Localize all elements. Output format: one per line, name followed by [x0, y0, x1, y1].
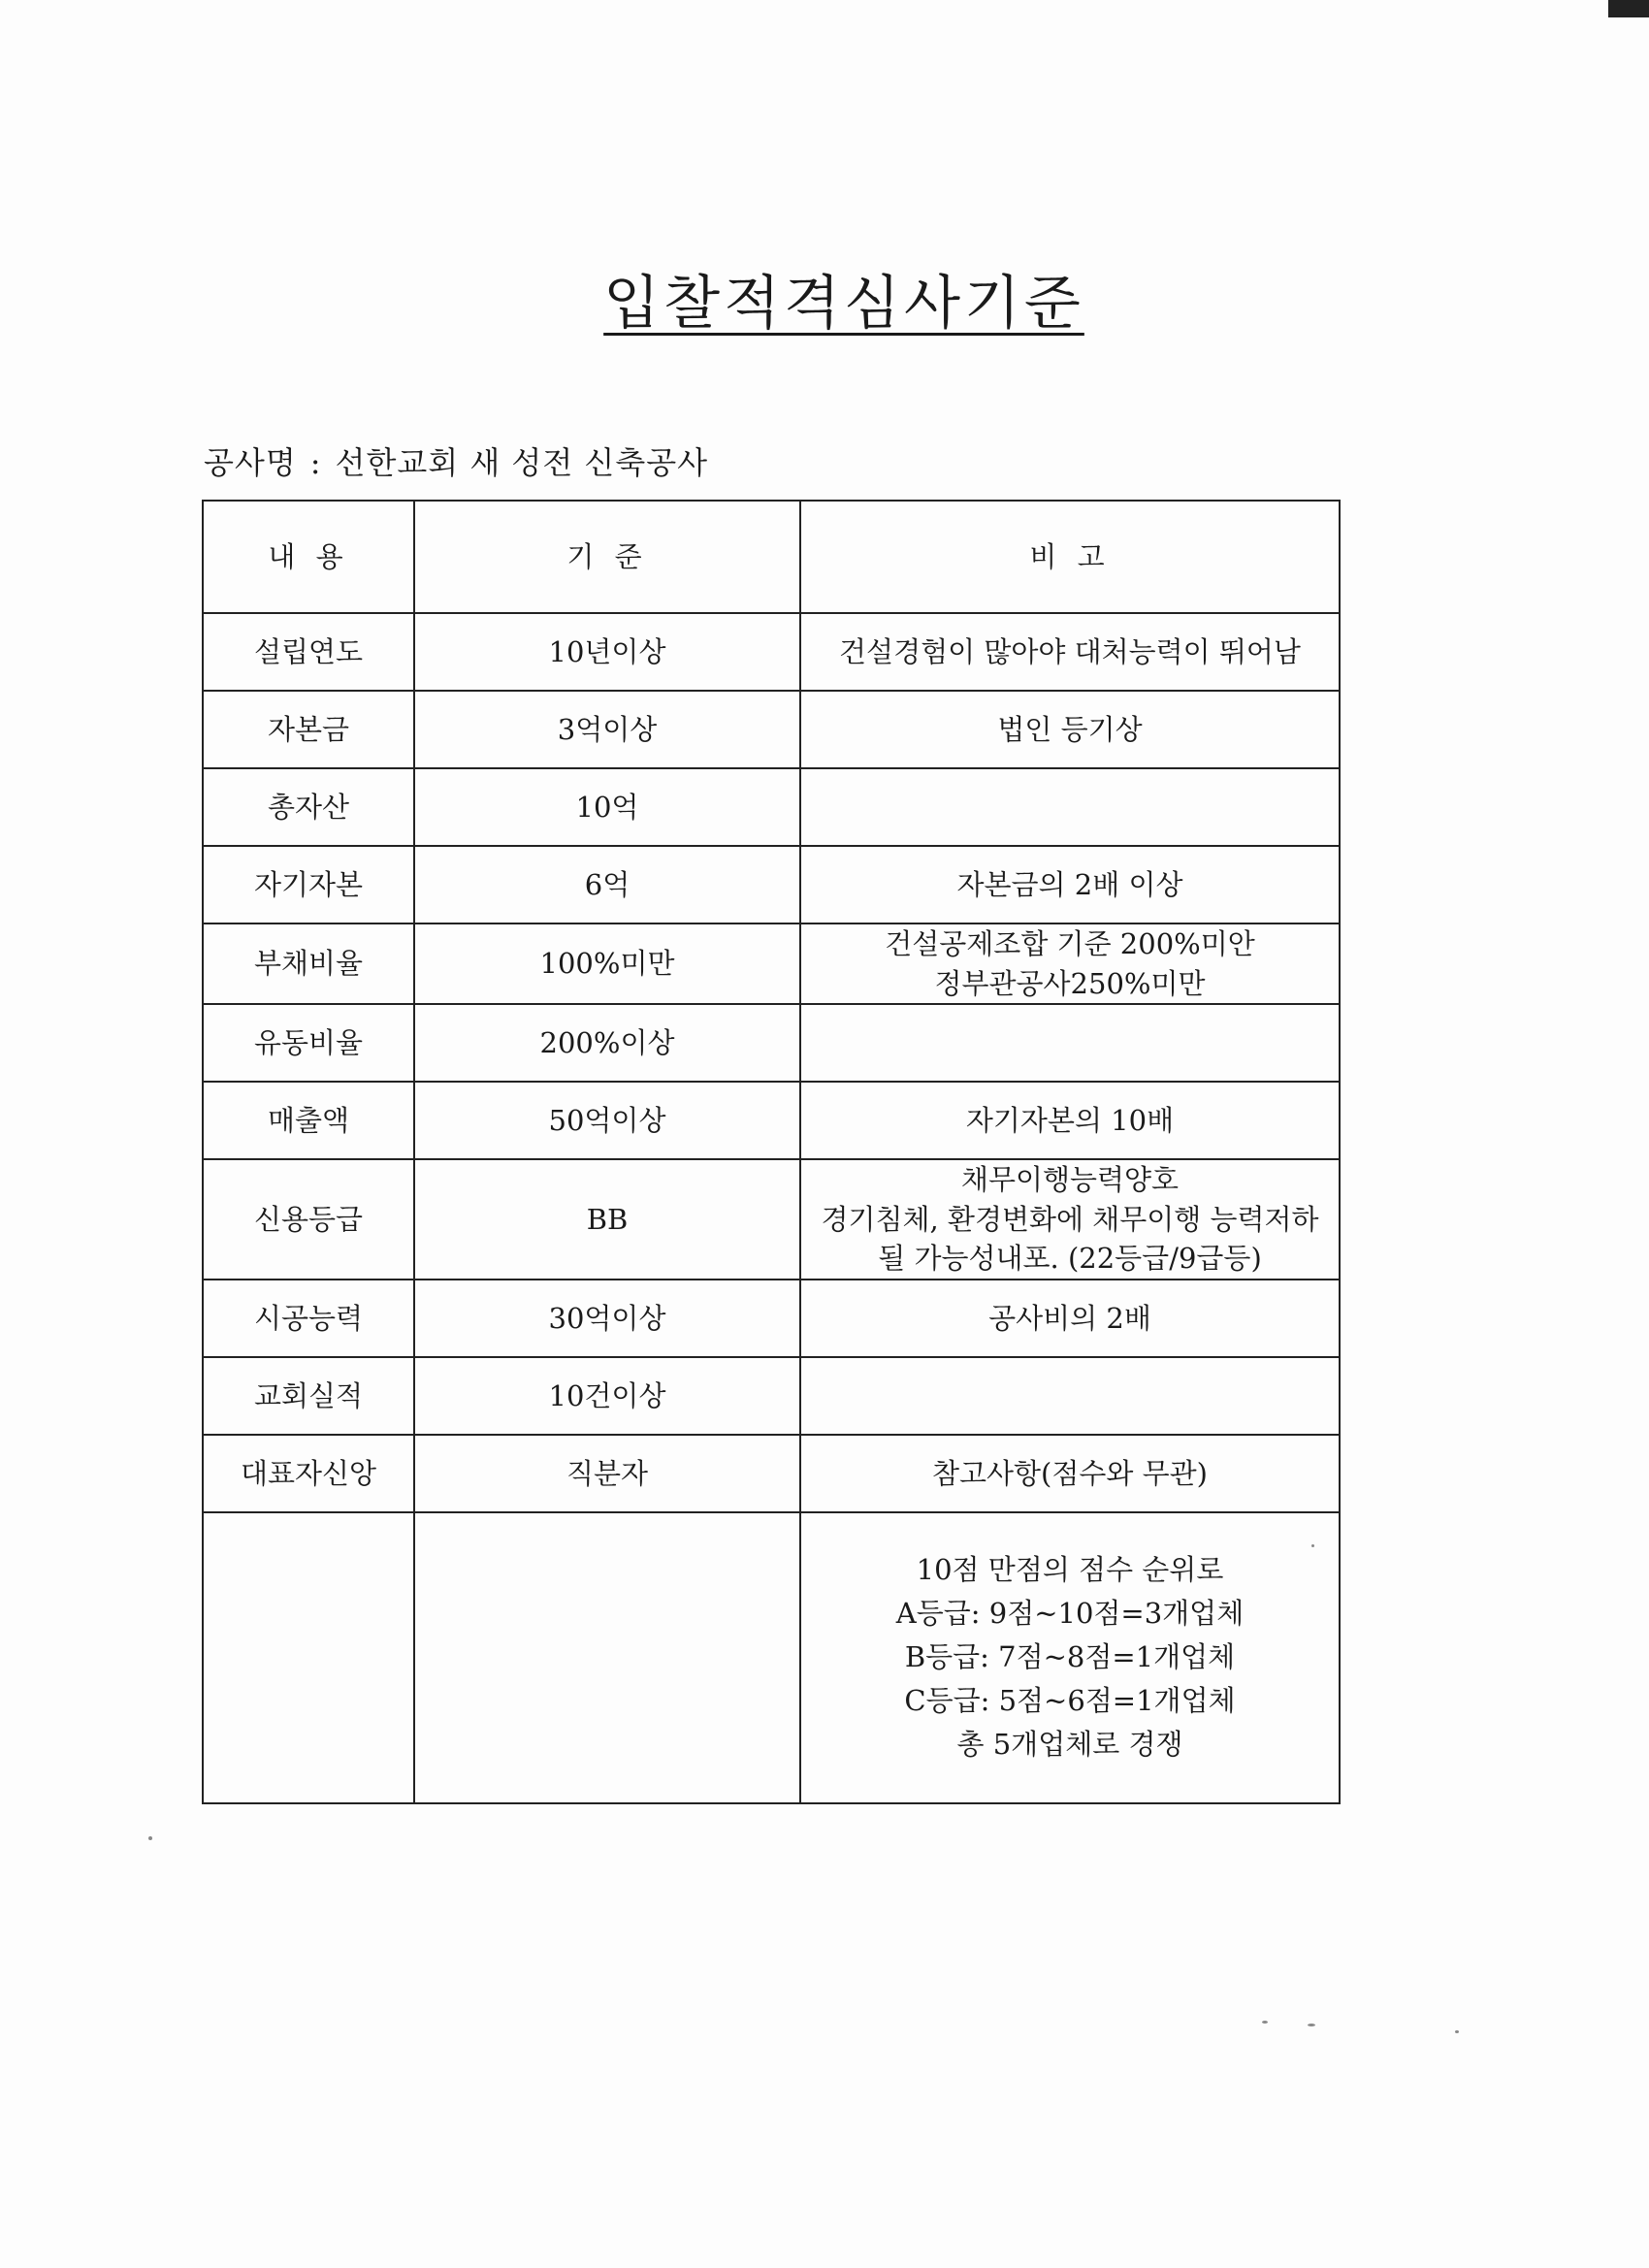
remark-line: 자기자본의 10배: [965, 1103, 1175, 1137]
row-item: 총자산: [203, 768, 414, 846]
header-remarks: 비 고: [800, 501, 1340, 613]
remark-line: 될 가능성내포. (22등급/9급등): [878, 1242, 1262, 1276]
remark-line: 건설공제조합 기준 200%미안: [885, 927, 1255, 960]
row-item: 시공능력: [203, 1280, 414, 1357]
remark-line: 공사비의 2배: [988, 1301, 1151, 1335]
criteria-table-body: [203, 613, 1340, 1803]
scan-corner-mark: [1608, 0, 1649, 17]
row-item: 대표자신앙: [203, 1435, 414, 1512]
row-remarks: [800, 1159, 1340, 1280]
table-row-notes: [203, 1512, 1340, 1803]
note-line: B등급: 7점~8점=1개업체: [904, 1640, 1236, 1674]
project-line: [204, 438, 708, 483]
row-remarks: [800, 923, 1340, 1004]
row-remarks: [800, 1280, 1340, 1357]
remark-line: 참고사항(점수와 무관): [932, 1456, 1208, 1490]
document-title: 입찰적격심사기준: [603, 270, 1084, 338]
row-standard: 200%이상: [414, 1004, 800, 1082]
row-item: 설립연도: [203, 613, 414, 691]
row-remarks: [800, 691, 1340, 768]
project-separator: :: [309, 444, 322, 481]
row-remarks: [800, 1082, 1340, 1159]
table-header-row: [203, 501, 1340, 613]
row-standard: 직분자: [414, 1435, 800, 1512]
scan-speck: [1455, 2030, 1459, 2033]
remark-line: 건설경험이 많아야 대처능력이 뛰어남: [839, 634, 1301, 668]
row-standard: 6억: [414, 846, 800, 923]
row-remarks: [800, 1435, 1340, 1512]
header-standard: 기 준: [414, 501, 800, 613]
remark-line: 자본금의 2배 이상: [956, 867, 1183, 901]
note-line: 10점 만점의 점수 순위로: [916, 1553, 1224, 1587]
criteria-table: [202, 500, 1341, 1804]
row-remarks: [800, 613, 1340, 691]
table-row: [203, 923, 1340, 1004]
row-item: 자본금: [203, 691, 414, 768]
table-row: [203, 613, 1340, 691]
project-label: 공사명: [204, 444, 297, 481]
table-row: [203, 1082, 1340, 1159]
empty-cell: [414, 1512, 800, 1803]
note-line: C등급: 5점~6점=1개업체: [904, 1684, 1236, 1718]
row-standard: 10건이상: [414, 1357, 800, 1435]
table-row: [203, 1004, 1340, 1082]
table-row: [203, 691, 1340, 768]
scoring-notes: [800, 1512, 1340, 1803]
header-item: 내 용: [203, 501, 414, 613]
row-standard: 10년이상: [414, 613, 800, 691]
table-row: [203, 1159, 1340, 1280]
row-item: 자기자본: [203, 846, 414, 923]
table-row: [203, 1357, 1340, 1435]
project-name: 선한교회 새 성전 신축공사: [335, 444, 709, 481]
scan-speck: [148, 1836, 152, 1840]
row-item: 교회실적: [203, 1357, 414, 1435]
row-item: 매출액: [203, 1082, 414, 1159]
note-line: A등급: 9점~10점=3개업체: [895, 1597, 1245, 1631]
remark-line: 채무이행능력양호: [960, 1163, 1180, 1197]
table-row: [203, 1435, 1340, 1512]
remark-line: 정부관공사250%미만: [934, 966, 1206, 1000]
row-item: 유동비율: [203, 1004, 414, 1082]
note-line: 총 5개업체로 경쟁: [956, 1728, 1183, 1762]
row-remarks: [800, 768, 1340, 846]
row-item: 부채비율: [203, 923, 414, 1004]
remark-line: 경기침체, 환경변화에 채무이행 능력저하: [821, 1202, 1319, 1236]
table-row: [203, 846, 1340, 923]
table-row: [203, 768, 1340, 846]
row-standard: BB: [414, 1159, 800, 1280]
empty-cell: [203, 1512, 414, 1803]
row-item: 신용등급: [203, 1159, 414, 1280]
row-standard: 50억이상: [414, 1082, 800, 1159]
scan-speck: [1311, 1544, 1314, 1547]
scan-speck: [1308, 2024, 1315, 2026]
row-standard: 10억: [414, 768, 800, 846]
row-standard: 30억이상: [414, 1280, 800, 1357]
row-remarks: [800, 1357, 1340, 1435]
row-standard: 3억이상: [414, 691, 800, 768]
scan-speck: [1262, 2021, 1268, 2024]
row-remarks: [800, 846, 1340, 923]
remark-line: 법인 등기상: [997, 712, 1143, 746]
table-row: [203, 1280, 1340, 1357]
row-standard: 100%미만: [414, 923, 800, 1004]
row-remarks: [800, 1004, 1340, 1082]
